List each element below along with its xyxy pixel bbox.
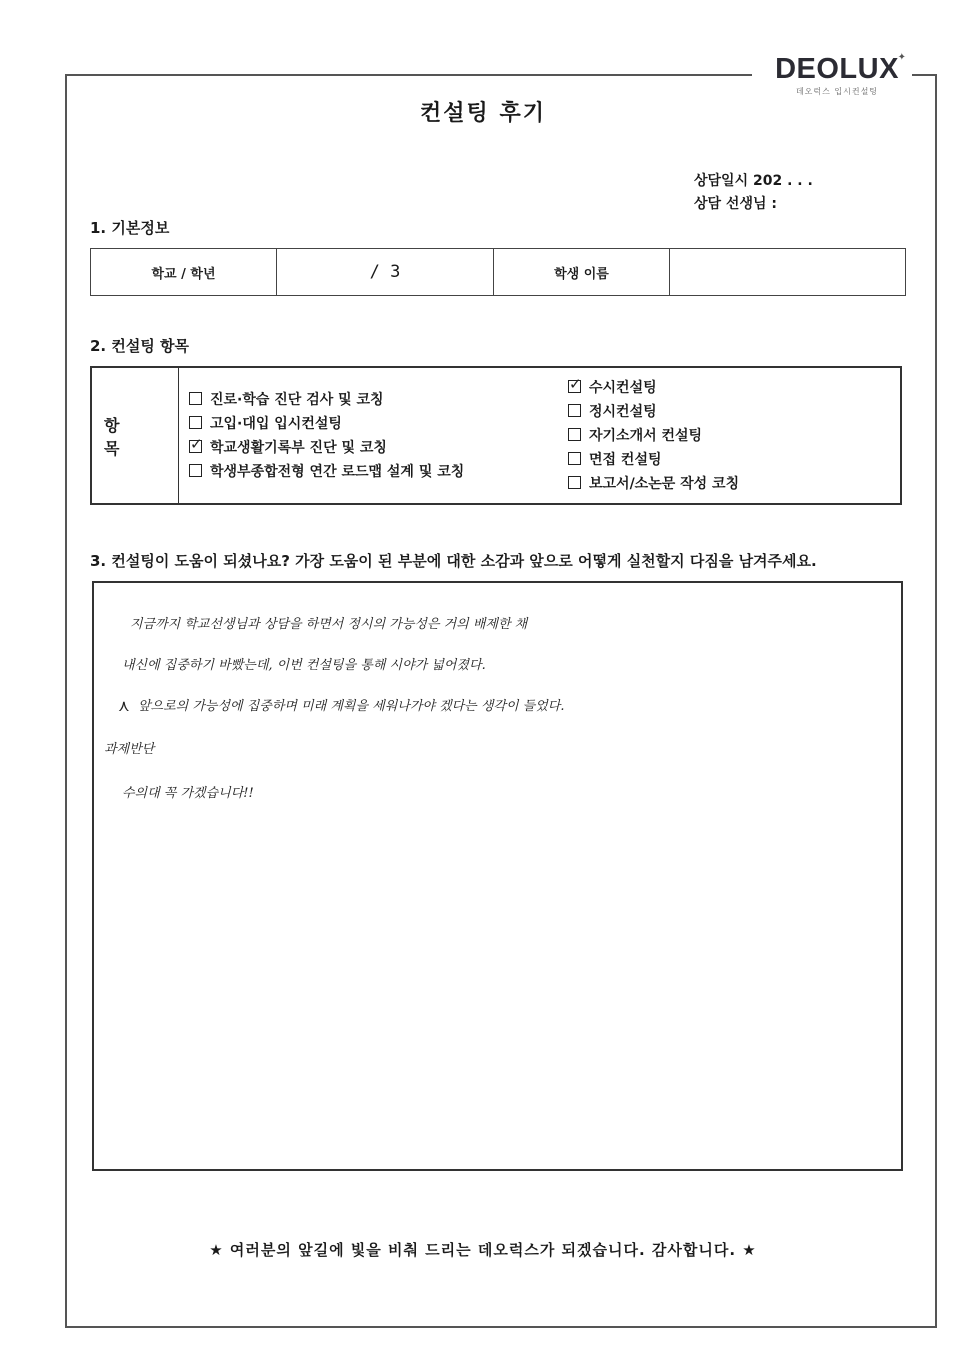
handwritten-line: 앞으로의 가능성에 집중하며 미래 계획을 세워나가야 겠다는 생각이 들었다. [138,699,565,714]
logo-wordmark: DEOLUX [775,53,899,85]
handwritten-line: 수의대 꼭 가겠습니다!! [122,786,254,801]
option-school-record[interactable]: ✓학교생활기록부 진단 및 코칭 [189,436,387,460]
logo [762,52,912,97]
insert-mark-icon: ⋏ [118,696,130,715]
checkbox-icon[interactable] [189,464,202,477]
section-basic-info-heading: 1. 기본정보 [90,219,170,237]
handwritten-line: 과제반단 [104,742,155,757]
option-roadmap[interactable]: 학생부종합전형 연간 로드맵 설계 및 코칭 [189,460,464,484]
page-title: 컨설팅 후기 [420,101,546,126]
consult-date: 상담일시 202 . . . [694,173,813,189]
checkbox-checked-icon[interactable] [189,440,202,453]
checkbox-icon[interactable] [568,428,581,441]
student-name-value[interactable] [670,249,906,296]
school-grade-label: 학교 / 학년 [91,249,277,296]
option-career-diagnosis[interactable]: 진로·학습 진단 검사 및 코칭 [189,388,384,412]
consulting-items-box [90,366,902,505]
consult-teacher: 상담 선생님 : [694,196,777,212]
handwritten-line: 내신에 집중하기 바빴는데, 이번 컨설팅을 통해 시야가 넓어졌다. [122,658,486,673]
handwritten-line: 지금까지 학교선생님과 상담을 하면서 정시의 가능성은 거의 배제한 채 [130,617,528,632]
star-icon: ✦ [897,52,906,63]
option-interview[interactable]: 면접 컨설팅 [568,448,662,472]
checkbox-checked-icon[interactable] [568,380,581,393]
checkbox-icon[interactable] [568,404,581,417]
checkbox-icon[interactable] [568,452,581,465]
basic-info-table [90,248,906,296]
school-grade-value[interactable]: / 3 [277,249,494,296]
logo-subtitle: 데오럭스 입시컨설팅 [795,87,879,96]
option-susi[interactable]: ✓수시컨설팅 [568,376,657,400]
option-self-intro[interactable]: 자기소개서 컨설팅 [568,424,702,448]
items-label: 항 목 [92,368,179,503]
option-report[interactable]: 보고서/소논문 작성 코칭 [568,472,739,496]
feedback-question: 3. 컨설팅이 도움이 되셨나요? 가장 도움이 된 부분에 대한 소감과 앞으로 어떻게 실천할지 다짐을 남겨주세요. [90,552,817,570]
footer-message: ★ 여러분의 앞길에 빛을 비춰 드리는 데오럭스가 되겠습니다. 감사합니다. ★ [209,1241,757,1259]
student-name-label: 학생 이름 [494,249,670,296]
option-jeongsi[interactable]: 정시컨설팅 [568,400,657,424]
option-admission-consulting[interactable]: 고입·대입 입시컨설팅 [189,412,342,436]
checkbox-icon[interactable] [189,392,202,405]
checkbox-icon[interactable] [189,416,202,429]
checkbox-icon[interactable] [568,476,581,489]
section-items-heading: 2. 컨설팅 항목 [90,337,190,355]
feedback-answer-box[interactable] [92,581,903,1171]
